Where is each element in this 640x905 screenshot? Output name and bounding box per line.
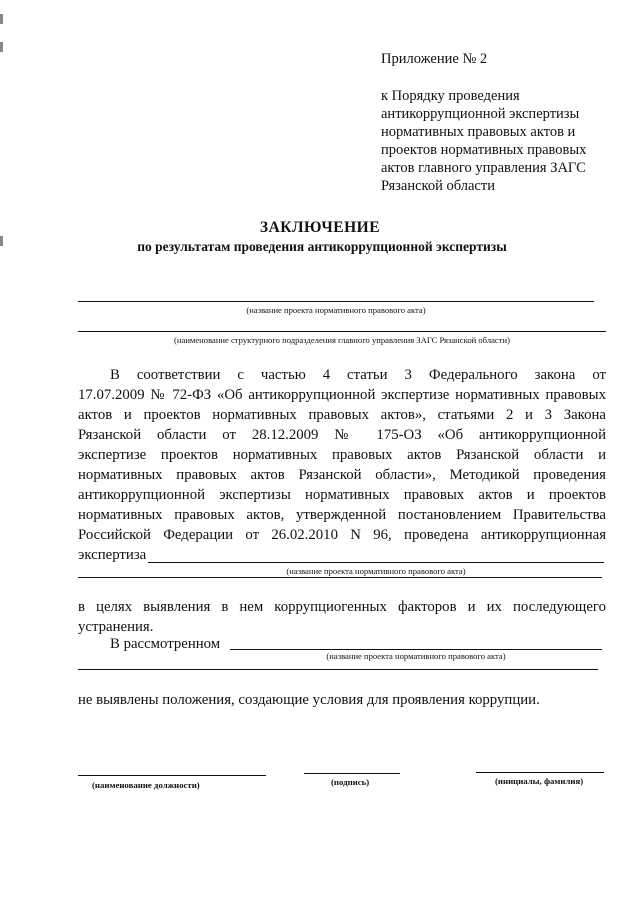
body-line: Рязанской области от 28.12.2009 № 175-ОЗ «Об антикоррупционной	[78, 427, 606, 443]
appendix-line: Рязанской области	[381, 178, 495, 194]
project-name-caption: (название проекта нормативного правового акта)	[246, 305, 426, 315]
document-subtitle: по результатам проведения антикоррупционной экспертизы	[137, 239, 507, 254]
appendix-block	[381, 50, 621, 195]
body-line: 17.07.2009 № 72-ФЗ «Об антикоррупционной экспертизе нормативных правовых	[78, 387, 606, 403]
appendix-line: актов главного управления ЗАГС	[381, 160, 586, 176]
continuation-field-line[interactable]	[78, 577, 602, 578]
sign-signature-line[interactable]	[304, 773, 400, 774]
continuation-field-line-2[interactable]	[78, 669, 598, 670]
body-line: нормативных правовых актов, утвержденной постановлением Правительства	[78, 507, 606, 523]
body-line: нормативных правовых актов Рязанской области», Методикой проведения	[78, 467, 606, 483]
project-name-field-line-3[interactable]	[230, 649, 602, 650]
appendix-line: антикоррупционной экспертизы	[381, 106, 580, 122]
scan-edge-mark	[0, 14, 3, 24]
project-name-caption-3: (название проекта нормативного правового акта)	[326, 651, 506, 661]
body-line: актов и проектов нормативных правовых актов», статьями 2 и 3 Закона	[78, 407, 606, 423]
position-signature-line[interactable]	[78, 775, 266, 776]
project-name-field-line[interactable]	[78, 301, 594, 302]
sign-caption: (подпись)	[331, 777, 370, 787]
appendix-line: нормативных правовых актов и	[381, 124, 576, 140]
body-line: антикоррупционной экспертизы нормативных правовых актов и проектов	[78, 487, 606, 503]
position-caption: (наименование должности)	[92, 780, 200, 790]
appendix-line: проектов нормативных правовых	[381, 142, 587, 158]
appendix-line: к Порядку проведения	[381, 88, 520, 104]
name-caption: (инициалы, фамилия)	[495, 776, 584, 786]
body-line: экспертизе проектов нормативных правовых актов Рязанской области и	[78, 447, 606, 463]
body-line: Российской Федерации от 26.02.2010 N 96, проведена антикоррупционная	[78, 527, 606, 543]
purpose-line: устранения.	[78, 619, 154, 635]
conclusion-text: не выявлены положения, создающие условия для проявления коррупции.	[78, 692, 540, 708]
project-name-field-line-2[interactable]	[148, 562, 604, 563]
name-signature-line[interactable]	[476, 772, 604, 773]
reviewed-label: В рассмотренном	[110, 636, 221, 652]
appendix-number: Приложение № 2	[381, 51, 488, 67]
department-field-line[interactable]	[78, 331, 606, 332]
expertise-word: экспертиза	[78, 547, 147, 563]
project-name-caption-2: (название проекта нормативного правового акта)	[286, 566, 466, 576]
scan-edge-mark	[0, 236, 3, 246]
body-line: В соответствии с частью 4 статьи 3 Федерального закона от	[110, 367, 606, 383]
purpose-line: в целях выявления в нем коррупциогенных факторов и их последующего	[78, 599, 606, 615]
document-title: ЗАКЛЮЧЕНИЕ	[259, 219, 381, 236]
scan-edge-mark	[0, 42, 3, 52]
department-caption: (наименование структурного подразделения главного управления ЗАГС Рязанской области)	[174, 335, 510, 345]
